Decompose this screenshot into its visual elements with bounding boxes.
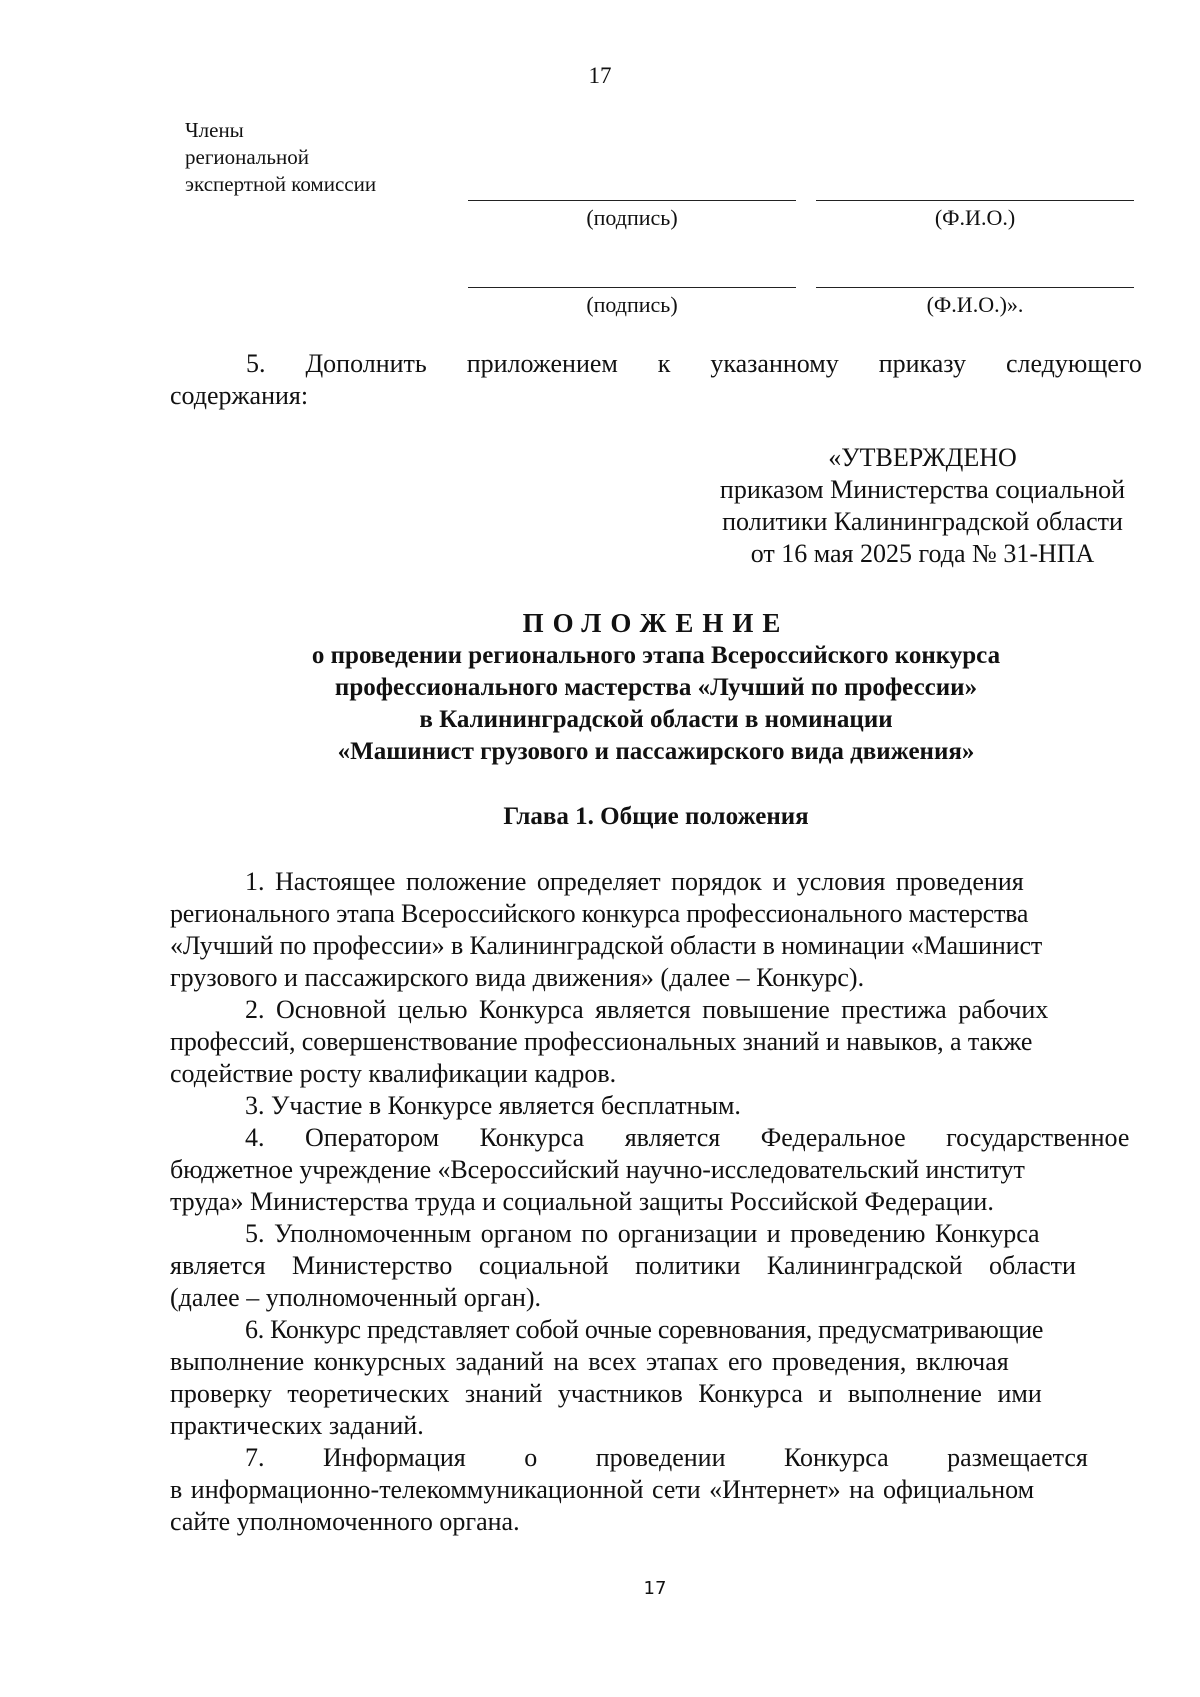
paragraph-line: 4. Оператором Конкурса является Федеральное государственное [245, 1123, 1130, 1152]
members-label-line: региональной [185, 145, 309, 169]
signature-caption: (подпись) [586, 292, 678, 317]
name-line [816, 200, 1134, 201]
name-caption: (Ф.И.О.)». [926, 292, 1024, 317]
members-label-line: Члены [185, 118, 244, 142]
approval-line: от 16 мая 2025 года № 31-НПА [750, 539, 1095, 568]
paragraph-line: 7. Информация о проведении Конкурса размещается [245, 1443, 1088, 1472]
paragraph-5 [170, 1218, 1142, 1314]
page-number-top: 17 [588, 63, 612, 88]
subtitle-line: профессионального мастерства «Лучший по профессии» [334, 674, 978, 701]
item-5-continuation: содержания: [170, 381, 309, 410]
item-5-intro [246, 348, 1142, 380]
paragraph-line: 6. Конкурс представляет собой очные соревнования, предусматривающие [245, 1315, 1044, 1344]
document-title: ПОЛОЖЕНИЕ [522, 608, 790, 638]
paragraph-line: (далее – уполномоченный орган). [170, 1283, 542, 1312]
commission-members-label [185, 117, 376, 198]
paragraph-line [170, 866, 1142, 898]
paragraph-line: практических заданий. [170, 1411, 424, 1440]
approval-stamp-block [700, 442, 1145, 570]
paragraph-line: является Министерство социальной политики Калининградской области [170, 1251, 1076, 1280]
signature-line [468, 287, 796, 288]
word: приложением [466, 349, 618, 378]
paragraph-2 [170, 994, 1142, 1090]
paragraph-line-text: 1. Настоящее положение определяет порядок и условия проведения [245, 867, 1024, 896]
approval-line: политики Калининградской области [722, 507, 1123, 536]
paragraph-line: проверку теоретических знаний участников Конкурса и выполнение ими [170, 1379, 1042, 1408]
name-caption: (Ф.И.О.) [934, 205, 1016, 230]
paragraph-1 [170, 866, 1142, 994]
paragraph-line: «Лучший по профессии» в Калининградской области в номинации «Машинист [170, 931, 1043, 960]
paragraph-line: бюджетное учреждение «Всероссийский научно-исследовательский институт [170, 1155, 1025, 1184]
item-5-first-line [246, 348, 1142, 380]
word: указанному [710, 349, 839, 378]
paragraph-6 [170, 1314, 1142, 1442]
approval-line: приказом Министерства социальной [719, 475, 1126, 504]
subtitle-line: в Калининградской области в номинации [419, 706, 893, 733]
paragraph-line: выполнение конкурсных заданий на всех этапах его проведения, включая [170, 1347, 1009, 1376]
paragraph-line: 3. Участие в Конкурсе является бесплатным. [245, 1091, 741, 1120]
paragraph-7 [170, 1442, 1142, 1538]
paragraph-4 [170, 1122, 1142, 1218]
paragraph-line: 2. Основной целью Конкурса является повышение престижа рабочих [245, 995, 1049, 1024]
document-subtitle [0, 640, 1200, 768]
chapter-heading: Глава 1. Общие положения [503, 803, 809, 830]
signature-caption: (подпись) [586, 205, 678, 230]
paragraph-line: профессий, совершенствование профессиональных знаний и навыков, а также [170, 1027, 1033, 1056]
paragraph-line: сайте уполномоченного органа. [170, 1507, 520, 1536]
paragraph-line: труда» Министерства труда и социальной защиты Российской Федерации. [170, 1187, 994, 1216]
subtitle-line: «Машинист грузового и пассажирского вида движения» [337, 738, 975, 765]
word: следующего [1005, 349, 1142, 378]
signature-line [468, 200, 796, 201]
page-number-bottom: 17 [643, 1578, 667, 1599]
paragraph-line: грузового и пассажирского вида движения» (далее – Конкурс). [170, 963, 865, 992]
paragraph-line: в информационно-телекоммуникационной сети «Интернет» на официальном [170, 1475, 1035, 1504]
approval-line: «УТВЕРЖДЕНО [828, 443, 1017, 472]
name-line [816, 287, 1134, 288]
word: 5. [246, 349, 266, 378]
paragraph-line: 5. Уполномоченным органом по организации и проведению Конкурса [245, 1219, 1040, 1248]
word: Дополнить [305, 349, 427, 378]
paragraph-3 [170, 1090, 1142, 1122]
word: приказу [878, 349, 967, 378]
word: к [657, 349, 671, 378]
subtitle-line: о проведении регионального этапа Всероссийского конкурса [311, 642, 1001, 669]
members-label-line: экспертной комиссии [185, 172, 377, 196]
paragraph-line: содействие росту квалификации кадров. [170, 1059, 617, 1088]
paragraph-line: регионального этапа Всероссийского конкурса профессионального мастерства [170, 899, 1029, 928]
